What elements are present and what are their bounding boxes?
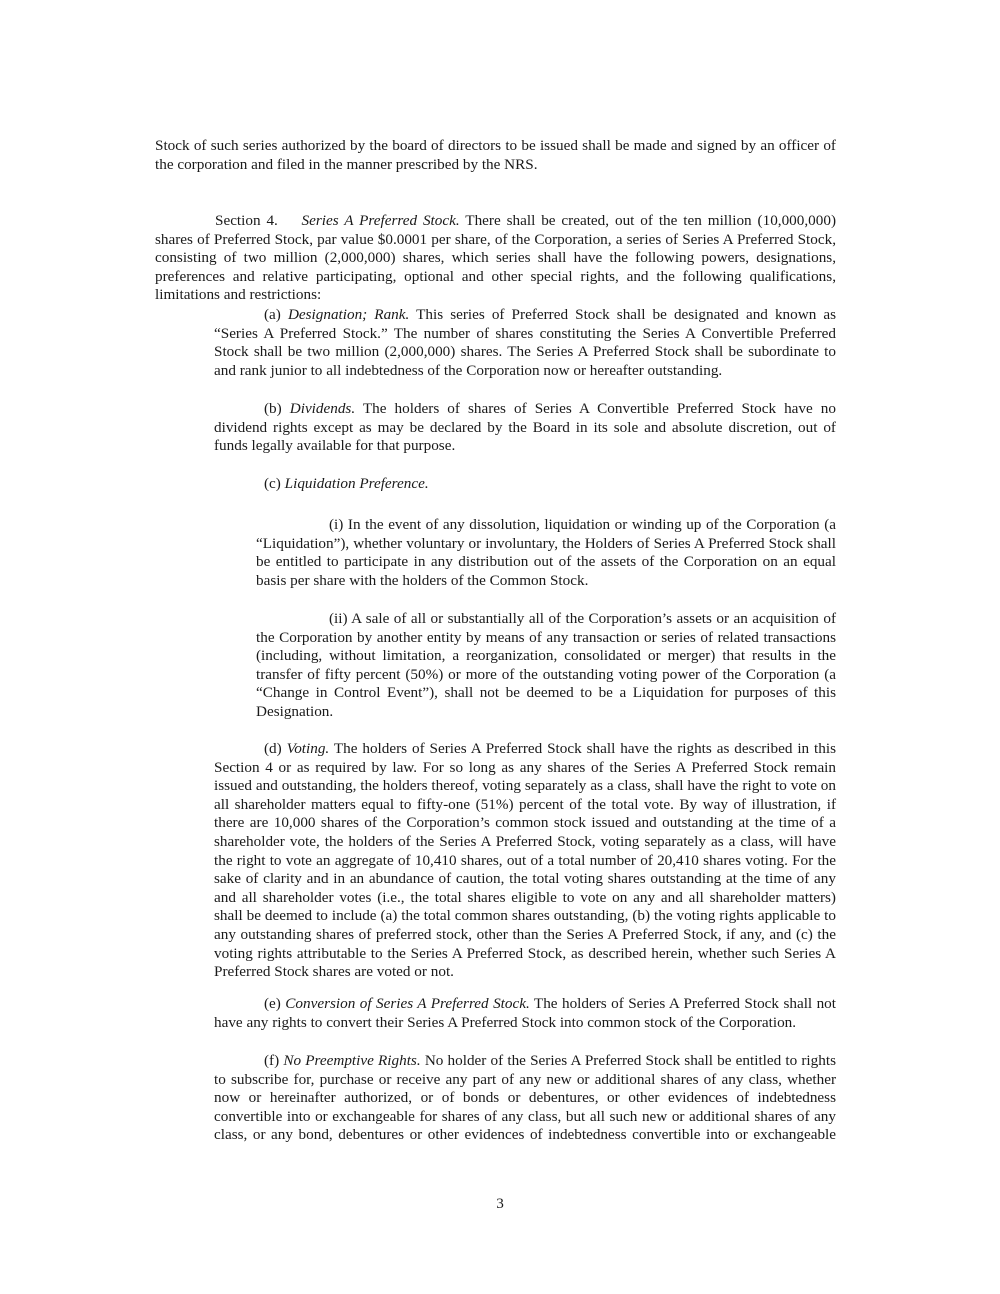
paragraph-b-dividends [214,400,836,456]
paragraph-d-voting [214,740,836,982]
paragraph-text: Stock of such series authorized by the board of directors to be issued shall be made and signed by an officer of the corporation and filed in the manner prescribed by the NRS. [155,137,836,173]
section-number: Section 4. [215,212,278,229]
clause-heading: Voting. [286,740,330,757]
paragraph-section-4 [155,212,836,305]
clause-heading: No Preemptive Rights. [283,1052,421,1069]
paragraph-c-ii [256,610,836,722]
paragraph-c-liquidation [214,475,836,494]
paragraph-text: (ii) A sale of all or substantially all of the Corporation’s assets or an acquisition of the Corporation by another entity by means of any transaction or series of related transactions (including, without limitation, a reorganization, consolidated or merger) that results in the transfer of fifty percent (50%) or more of the outstanding voting power of the Corporation (a “Change in Control Event”), shall not be deemed to be a Liquidation for purposes of this Designation. [256,610,836,720]
clause-label: (f) [264,1052,284,1069]
clause-label: (c) [264,475,285,492]
paragraph-text: This series of Preferred Stock shall be designated and known as “Series A Preferred Stock.” The number of shares constituting the Series A Convertible Preferred Stock shall be two million (2,000,000) shares. The Series A Preferred Stock shall be subordinate to and rank junior to all indebtedness of the Corporation now or hereafter outstanding. [214,306,837,379]
paragraph-text: The holders of Series A Preferred Stock shall not have any rights to convert their Series A Preferred Stock into common stock of the Corporation. [214,995,836,1031]
paragraph-text: The holders of shares of Series A Convertible Preferred Stock have no dividend rights except as may be declared by the Board in its sole and absolute discretion, out of funds legally available for that purpose. [214,400,836,455]
clause-label: (d) [264,740,287,757]
section-heading: Series A Preferred Stock. [301,212,460,229]
paragraph-text: (i) In the event of any dissolution, liquidation or winding up of the Corporation (a “Liquidation”), whether voluntary or involuntary, the Holders of Series A Preferred Stock shall be entitled to participate in any distribution out of the assets of the Corporation on an equal basis per share with the holders of the Common Stock. [256,516,836,589]
page-number: 3 [496,1195,504,1212]
clause-label: (e) [264,995,286,1012]
paragraph-text: There shall be created, out of the ten million (10,000,000) shares of Preferred Stock, par value $0.0001 per share, of the Corporation, a series of Series A Preferred Stock, consisting of two million (2,000,000) shares, which series shall have the following powers, designations, preferences and relative participating, optional and other special rights, and the following qualifications, limitations and restrictions: [155,212,837,304]
paragraph-f-preemptive [214,1052,836,1145]
clause-heading: Conversion of Series A Preferred Stock. [285,995,530,1012]
clause-heading: Designation; Rank. [287,306,410,323]
paragraph-text: No holder of the Series A Preferred Stock shall be entitled to rights to subscribe for, purchase or receive any part of any new or additional shares of any class, whether now or hereinafter authorized, or of bonds or debentures, or other evidences of indebtedness convertible into or exchangeable for shares of any class, but all such new or additional shares of any class, or any bond, debentures or other evidences of indebtedness convertible into or exchangeable [214,1052,836,1144]
clause-label: (b) [264,400,290,417]
clause-heading: Liquidation Preference. [284,475,429,492]
paragraph-a-designation [214,306,836,380]
paragraph-continuation [155,137,836,174]
paragraph-e-conversion [214,995,836,1032]
clause-heading: Dividends. [289,400,356,417]
paragraph-text: The holders of Series A Preferred Stock shall have the rights as described in this Section 4 or as required by law. For so long as any shares of the Series A Preferred Stock remain issued and outstanding, the holders thereof, voting separately as a class, shall have the right to vote on all shareholder matters equal to fifty-one (51%) percent of the total vote. By way of illustration, if there are 10,000 shares of the Corporation’s common stock issued and outstanding at the time of a shareholder vote, the holders of the Series A Preferred Stock, voting separately as a class, will have the right to vote an aggregate of 10,410 shares, out of a total number of 20,410 shares voting. For the sake of clarity and in an abundance of caution, the total voting shares outstanding at the time of any and all shareholder votes (i.e., the total shares eligible to vote on any and all shareholder matters) shall be deemed to include (a) the total common shares outstanding, (b) the voting rights applicable to any outstanding shares of preferred stock, other than the Series A Preferred Stock, if any, and (c) the voting rights attributable to the Series A Preferred Stock, as described herein, whether such Series A Preferred Stock shares are voted or not. [214,740,836,981]
clause-label: (a) [264,306,288,323]
paragraph-c-i [256,516,836,590]
